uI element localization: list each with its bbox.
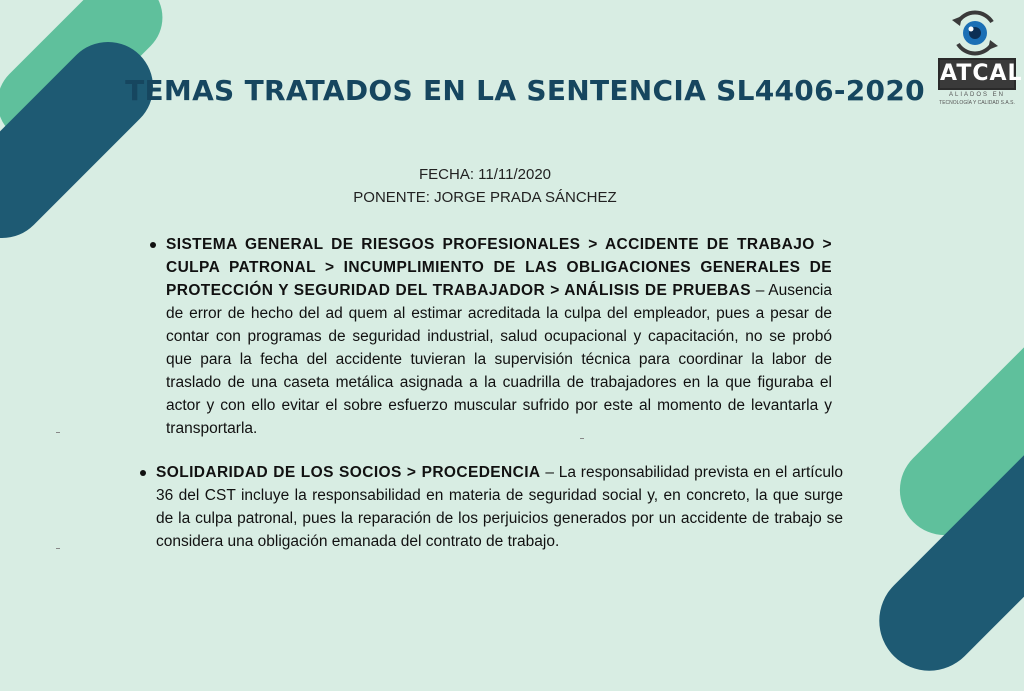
topic-heading: SISTEMA GENERAL DE RIESGOS PROFESIONALES > ACCIDENTE DE TRABAJO > CULPA PATRONAL > INCUMPLIMIENTO DE LAS OBLIGACIONES GENERALES DE PROTECCIÓN Y SEGURIDAD DEL TRABAJADOR > ANÁLISIS DE PRUEBAS: [166, 236, 832, 299]
topic-separator: –: [750, 282, 769, 299]
eye-ring-icon: [950, 10, 1000, 56]
logo-subtitle: TECNOLOGÍA Y CALIDAD S.A.S.: [939, 100, 1015, 106]
topic-item-2: [156, 461, 843, 553]
scan-mark: [56, 548, 60, 549]
logo-wordmark: ATCAL: [938, 58, 1016, 90]
scan-mark: [580, 438, 584, 439]
page-title: TEMAS TRATADOS EN LA SENTENCIA SL4406-2020: [125, 74, 925, 107]
logo-tagline: ALIADOS EN: [948, 92, 1005, 98]
topic-heading: SOLIDARIDAD DE LOS SOCIOS > PROCEDENCIA: [156, 464, 541, 481]
topic-body: Ausencia de error de hecho del ad quem al estimar acreditada la culpa del empleador, pues a pesar de contar con programas de seguridad industrial, salud ocupacional y capacitación, no se probó que para la fecha del accidente tuvieran la supervisión técnica para coordinar la labor de traslado de una caseta metálica asignada a la cuadrilla de trabajadores en la que figuraba el actor y con ello evitar el sobre esfuerzo muscular sufrido por este al momento de levantarla y transportarla.: [166, 282, 832, 437]
scan-mark: [56, 432, 60, 433]
ruling-date: FECHA: 11/11/2020: [418, 166, 552, 183]
topic-separator: –: [540, 464, 559, 481]
ruling-speaker: PONENTE: JORGE PRADA SÁNCHEZ: [353, 189, 617, 206]
topic-body: La responsabilidad prevista en el artículo 36 del CST incluye la responsabilidad en materia de seguridad social y, en concreto, la que surge de la culpa patronal, pues la reparación de los perjuicios generados por un accidente de trabajo se considera una obligación emanada del contrato de trabajo.: [156, 464, 844, 550]
topic-item-1: [166, 233, 832, 440]
